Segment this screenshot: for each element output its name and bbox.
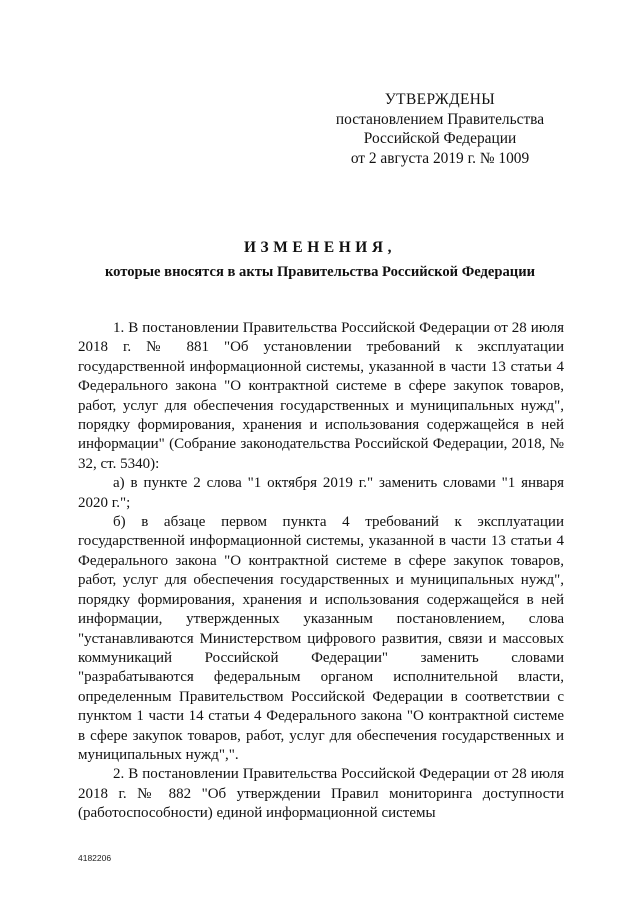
approval-line-3: от 2 августа 2019 г. № 1009 (350, 149, 530, 167)
paragraph-subitem-a: а) в пункте 2 слова "1 октября 2019 г." заменить словами "1 января 2020 г."; (78, 475, 564, 511)
document-title: ИЗМЕНЕНИЯ, (243, 239, 397, 256)
document-body (78, 319, 564, 824)
document-subtitle: которые вносятся в акты Правительства Российской Федерации (104, 264, 536, 280)
approval-heading: УТВЕРЖДЕНЫ (384, 91, 496, 108)
document-code: 4182206 (78, 853, 112, 863)
paragraph-item-2: 2. В постановлении Правительства Российской Федерации от 28 июля 2018 г. № 882 "Об утверждении Правил мониторинга доступности (работоспособности) единой информационной системы (78, 766, 564, 822)
paragraph-subitem-b: б) в абзаце первом пункта 4 требований к эксплуатации государственной информационной системы, указанной в части 13 статьи 4 Федерального закона "О контрактной системе в сфере закупок товаров, работ, услуг для обеспечения государственных и муниципальных нужд", порядку формирования, хранения и использования содержащейся в ней информации, утвержденных указанным постановлением, слова "устанавливаются Министерством цифрового развития, связи и массовых коммуникаций Российской Федерации" заменить словами "разрабатываются федеральным органом исполнительной власти, определенным Правительством Российской Федерации в соответствии с пунктом 1 части 14 статьи 4 Федерального закона "О контрактной системе в сфере закупок товаров, работ, услуг для обеспечения государственных и муниципальных нужд",". (78, 514, 564, 763)
approval-block (330, 90, 550, 168)
approval-line-2: Российской Федерации (363, 130, 517, 147)
paragraph-item-1: 1. В постановлении Правительства Российской Федерации от 28 июля 2018 г. № 881 "Об установлении требований к эксплуатации государственной информационной системы, указанной в части 13 статьи 4 Федерального закона "О контрактной системе в сфере закупок товаров, работ, услуг для обеспечения государственных и муниципальных нужд", порядку формирования, хранения и использования содержащейся в ней информации" (Собрание законодательства Российской Федерации, 2018, № 32, ст. 5340): (78, 320, 564, 472)
approval-line-1: постановлением Правительства (335, 110, 545, 128)
